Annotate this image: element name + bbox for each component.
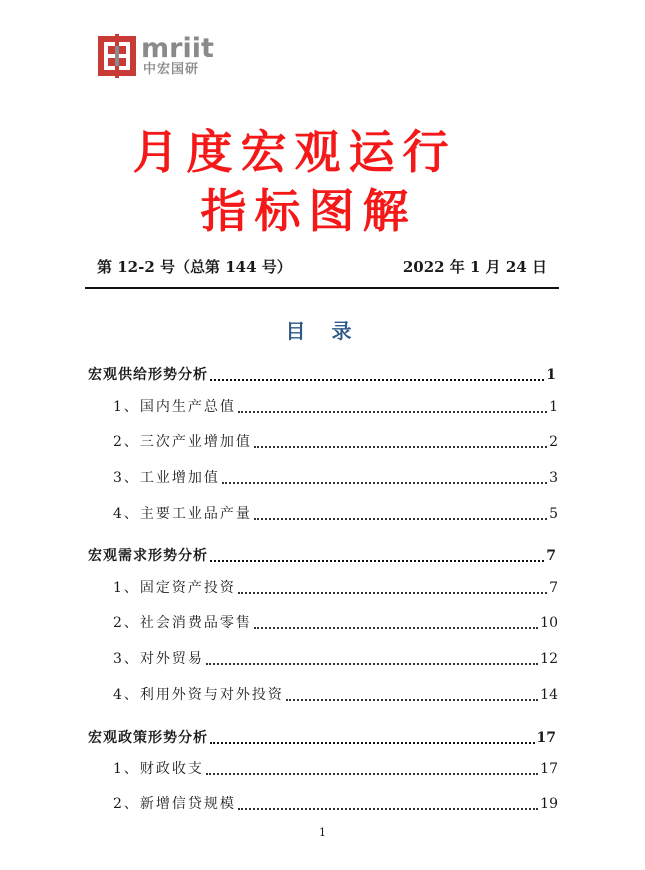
toc-page-number: 17	[540, 761, 558, 777]
report-title-line2: 指标图解	[200, 184, 417, 238]
mriit-logo	[97, 34, 217, 78]
issue-number: 第 12-2 号（总第 144 号）	[97, 258, 292, 276]
toc-dot-leader	[222, 482, 547, 484]
toc-item-gdp[interactable]	[113, 396, 558, 418]
toc-item-foreign-trade[interactable]	[113, 648, 558, 670]
toc-page-number: 10	[540, 615, 558, 631]
toc-page-number: 12	[540, 651, 558, 667]
report-title-line1: 月度宏观运行	[132, 125, 457, 179]
header-divider	[85, 287, 559, 289]
toc-entry-label: 宏观需求形势分析	[88, 548, 208, 564]
toc-dot-leader	[238, 411, 547, 413]
toc-entry-label: 1、财政收支	[113, 761, 204, 777]
toc-entry-label: 宏观供给形势分析	[88, 367, 208, 383]
toc-entry-label: 4、利用外资与对外投资	[113, 687, 284, 703]
toc-item-new-credit[interactable]	[113, 793, 558, 815]
toc-item-fixed-asset-investment[interactable]	[113, 577, 558, 599]
toc-item-fiscal[interactable]	[113, 758, 558, 780]
toc-dot-leader	[254, 518, 547, 520]
toc-dot-leader	[210, 742, 535, 744]
toc-page-number: 3	[549, 470, 558, 486]
toc-item-industrial-value-added[interactable]	[113, 467, 558, 489]
toc-page-number: 17	[536, 730, 556, 746]
toc-dot-leader	[210, 379, 544, 381]
logo-mark-icon	[97, 34, 137, 78]
logo-text-cn: 中宏国研	[143, 62, 200, 77]
issue-info-row	[97, 255, 555, 279]
toc-item-industrial-output[interactable]	[113, 503, 558, 525]
toc-section-policy[interactable]	[88, 727, 556, 749]
toc-entry-label: 3、对外贸易	[113, 651, 204, 667]
toc-entry-label: 4、主要工业品产量	[113, 506, 252, 522]
toc-dot-leader	[206, 663, 538, 665]
toc-entry-label: 1、固定资产投资	[113, 580, 236, 596]
logo-text-en: mriit	[141, 33, 214, 64]
toc-section-supply[interactable]	[88, 364, 556, 386]
toc-dot-leader	[206, 773, 538, 775]
page-number: 1	[319, 826, 326, 839]
toc-heading: 目录	[285, 319, 378, 343]
toc-entry-label: 3、工业增加值	[113, 470, 220, 486]
toc-entry-label: 2、新增信贷规模	[113, 796, 236, 812]
toc-entry-label: 宏观政策形势分析	[88, 730, 208, 746]
toc-item-retail-sales[interactable]	[113, 612, 558, 634]
toc-entry-label: 2、社会消费品零售	[113, 615, 252, 631]
toc-page-number: 19	[540, 796, 558, 812]
toc-section-demand[interactable]	[88, 545, 556, 567]
toc-page-number: 7	[546, 548, 556, 564]
toc-entry-label: 1、国内生产总值	[113, 399, 236, 415]
toc-dot-leader	[254, 446, 547, 448]
toc-page-number: 1	[546, 367, 556, 383]
toc-page-number: 5	[549, 506, 558, 522]
issue-date: 2022 年 1 月 24 日	[402, 258, 547, 276]
toc-dot-leader	[286, 699, 538, 701]
toc-page-number: 7	[549, 580, 558, 596]
toc-item-three-industries[interactable]	[113, 431, 558, 453]
toc-dot-leader	[254, 627, 538, 629]
toc-dot-leader	[238, 592, 547, 594]
toc-dot-leader	[210, 560, 544, 562]
toc-page-number: 2	[549, 434, 558, 450]
toc-dot-leader	[238, 808, 538, 810]
toc-entry-label: 2、三次产业增加值	[113, 434, 252, 450]
toc-item-foreign-investment[interactable]	[113, 684, 558, 706]
toc-page-number: 1	[549, 399, 558, 415]
toc-page-number: 14	[540, 687, 558, 703]
